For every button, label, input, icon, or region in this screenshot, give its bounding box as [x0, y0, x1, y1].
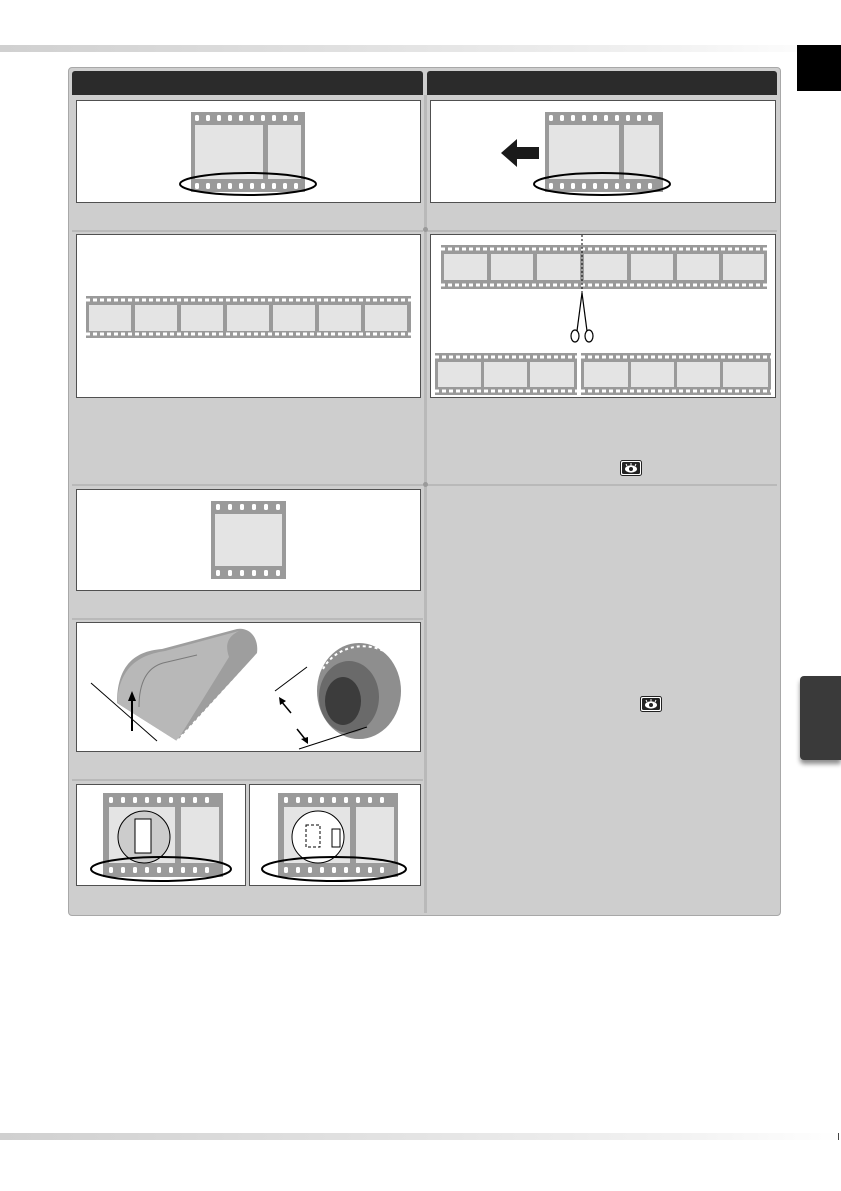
right-caption-2 — [427, 400, 777, 482]
film-edge-arrow-illustration — [431, 101, 776, 203]
top-rule — [0, 45, 841, 52]
right-column-header — [427, 71, 777, 95]
right-divider-1 — [427, 230, 777, 232]
section-tab-top — [797, 45, 841, 91]
panel-film-strip-long — [76, 234, 421, 398]
panel-curled-film — [76, 622, 421, 752]
panel-single-frame — [76, 489, 421, 591]
left-caption-1 — [72, 205, 423, 229]
notch-illustration-right — [250, 785, 421, 886]
right-caption-1 — [427, 205, 777, 229]
column-joint-dot-2 — [423, 482, 428, 487]
left-divider-2 — [72, 484, 423, 486]
left-column-header — [72, 71, 423, 95]
notch-illustration-left — [77, 785, 246, 886]
panel-notch-left — [76, 784, 246, 886]
section-tab-side — [800, 676, 841, 760]
eye-reference-icon — [620, 460, 642, 476]
film-strip-illustration — [77, 235, 421, 398]
left-arrow-icon — [501, 139, 539, 167]
film-edge-illustration — [77, 101, 421, 203]
page-edge-mark — [838, 1133, 839, 1140]
left-divider-1 — [72, 230, 423, 232]
panel-film-cut-strip — [430, 234, 776, 398]
single-frame-illustration — [77, 490, 421, 591]
film-cut-illustration — [431, 235, 776, 398]
left-caption-2 — [72, 400, 423, 482]
bottom-rule — [0, 1133, 841, 1140]
panel-film-edge-left — [76, 100, 421, 203]
right-divider-2 — [427, 484, 777, 486]
column-joint-dot-1 — [423, 227, 428, 232]
panel-film-edge-arrow — [430, 100, 776, 203]
left-divider-4 — [72, 779, 423, 781]
eye-reference-icon-2 — [640, 696, 662, 712]
left-caption-3 — [72, 593, 423, 617]
panel-notch-right — [249, 784, 421, 886]
left-caption-4 — [72, 754, 423, 778]
left-caption-5 — [72, 888, 423, 912]
scissors-icon — [571, 293, 593, 342]
curled-film-illustration — [77, 623, 421, 752]
left-divider-3 — [72, 618, 423, 620]
